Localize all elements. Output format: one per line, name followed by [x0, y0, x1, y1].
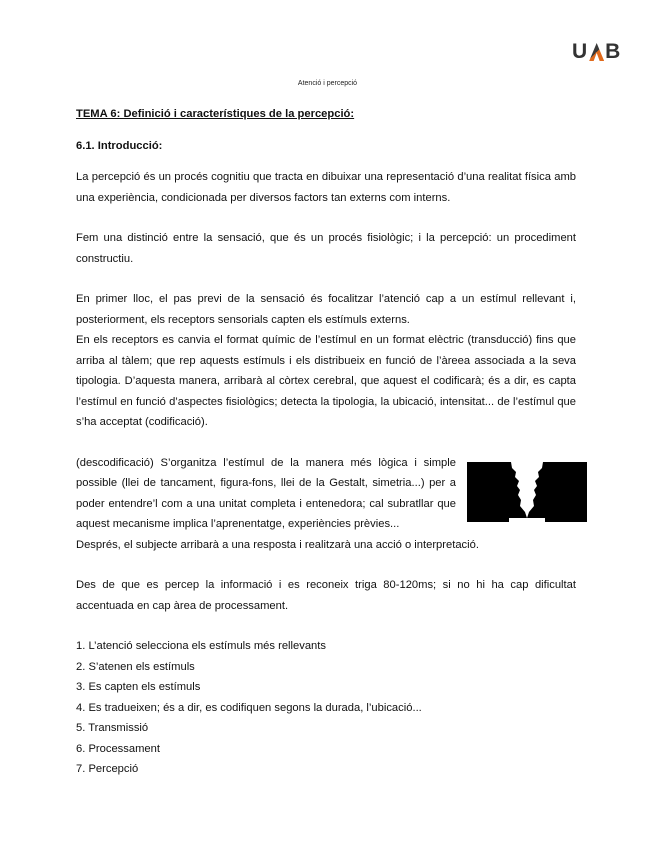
paragraph-2: Fem una distinció entre la sensació, que és un procés fisiològic; i la percepció: un procediment constructiu. [76, 232, 576, 265]
document-header-title: Atenció i percepció [297, 80, 358, 87]
gestalt-block [76, 453, 576, 535]
paragraph-5-end: Després, el subjecte arribarà a una resposta i realitzarà una acció o interpretació. [76, 538, 479, 551]
paragraph-5: (descodificació) S’organitza l’estímul de la manera més lògica i simple possible (llei de tancament, figura-fons, llei de la Gestalt, simetria...) per a poder entendre’l com a una unitat completa i entenedora; cal subratllar que aquest mecanisme implica l’aprenentatge, experiències prèvies... [76, 456, 456, 530]
document-body [76, 104, 576, 780]
list-item: 1. L’atenció selecciona els estímuls més rellevants [76, 640, 326, 652]
paragraph-3: En primer lloc, el pas previ de la sensació és focalitzar l’atenció cap a un estímul rellevant i, posteriorment, els receptors sensorials capten els estímuls externs. [76, 293, 576, 326]
list-item: 3. Es capten els estímuls [76, 681, 201, 693]
list-item: 5. Transmissió [76, 722, 149, 734]
uab-logo [572, 40, 621, 64]
section-subtitle: 6.1. Introducció: [76, 139, 163, 152]
rubin-vase-faces-figure [467, 462, 587, 522]
section-title: TEMA 6: Definició i característiques de la percepció: [76, 108, 355, 120]
list-item: 4. Es tradueixen; és a dir, es codifiquen segons la durada, l’ubicació... [76, 701, 422, 714]
list-item: 2. S’atenen els estímuls [76, 660, 195, 673]
list-item: 6. Processament [76, 742, 160, 755]
logo-a-mark-icon [589, 43, 604, 61]
paragraph-4: En els receptors es canvia el format químic de l’estímul en un format elèctric (transducció) fins que arriba al tàlem; que rep aquests estímuls i els distribueix en funció de l’àreea associada a la seva tipologia. D’aquesta manera, arribarà al còrtex cerebral, que aquest el codificarà; és a dir, es capta l’estímul en funció d’aspectes fisiològics; detecta la tipologia, la ubicació, intensitat... de l’estímul que s’ha acceptat (codificació). [76, 334, 576, 428]
list-item: 7. Percepció [76, 763, 139, 775]
logo-letter-u: U [572, 40, 589, 63]
paragraph-1: La percepció és un procés cognitiu que tracta en dibuixar una representació d’una realitat física amb una experiència, condicionada per diversos factors tan externs com interns. [76, 171, 576, 204]
logo-letter-b: B [605, 40, 622, 63]
process-steps-list [76, 636, 576, 780]
paragraph-6: Des de que es percep la informació i es reconeix triga 80-120ms; si no hi ha cap dificultat accentuada en cap àrea de processament. [76, 579, 576, 612]
